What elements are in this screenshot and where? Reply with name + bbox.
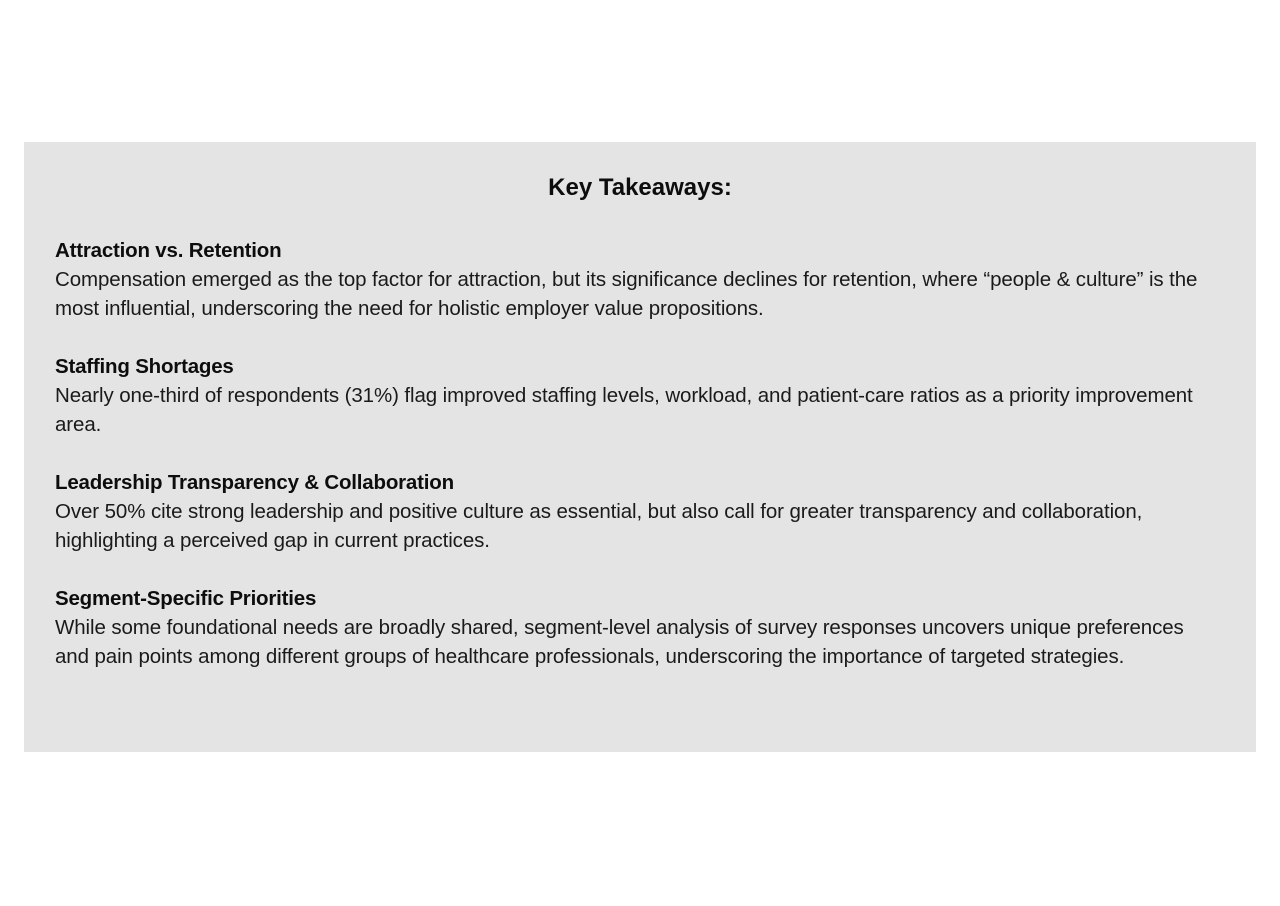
key-takeaways-panel <box>24 142 1256 752</box>
takeaway-body: Nearly one-third of respondents (31%) flag improved staffing levels, workload, and patient-care ratios as a priority improvement area. <box>55 384 1193 436</box>
takeaway-staffing-shortages <box>55 352 1215 439</box>
takeaway-leadership-transparency <box>55 468 1215 555</box>
takeaway-heading: Attraction vs. Retention <box>55 239 282 262</box>
panel-title: Key Takeaways: <box>548 174 732 201</box>
takeaway-heading: Segment-Specific Priorities <box>55 587 317 610</box>
takeaways-list <box>55 236 1215 700</box>
takeaway-body: While some foundational needs are broadly shared, segment-level analysis of survey responses uncovers unique preferences and pain points among different groups of healthcare professionals, underscoring the importance of targeted strategies. <box>55 616 1184 668</box>
takeaway-heading: Leadership Transparency & Collaboration <box>55 471 454 494</box>
takeaway-heading: Staffing Shortages <box>55 355 234 378</box>
takeaway-attraction-vs-retention <box>55 236 1215 323</box>
takeaway-segment-specific-priorities <box>55 584 1215 671</box>
takeaway-body: Over 50% cite strong leadership and positive culture as essential, but also call for greater transparency and collaboration, highlighting a perceived gap in current practices. <box>55 500 1143 552</box>
takeaway-body: Compensation emerged as the top factor for attraction, but its significance declines for retention, where “people & culture” is the most influential, underscoring the need for holistic employer value propositions. <box>55 268 1198 320</box>
